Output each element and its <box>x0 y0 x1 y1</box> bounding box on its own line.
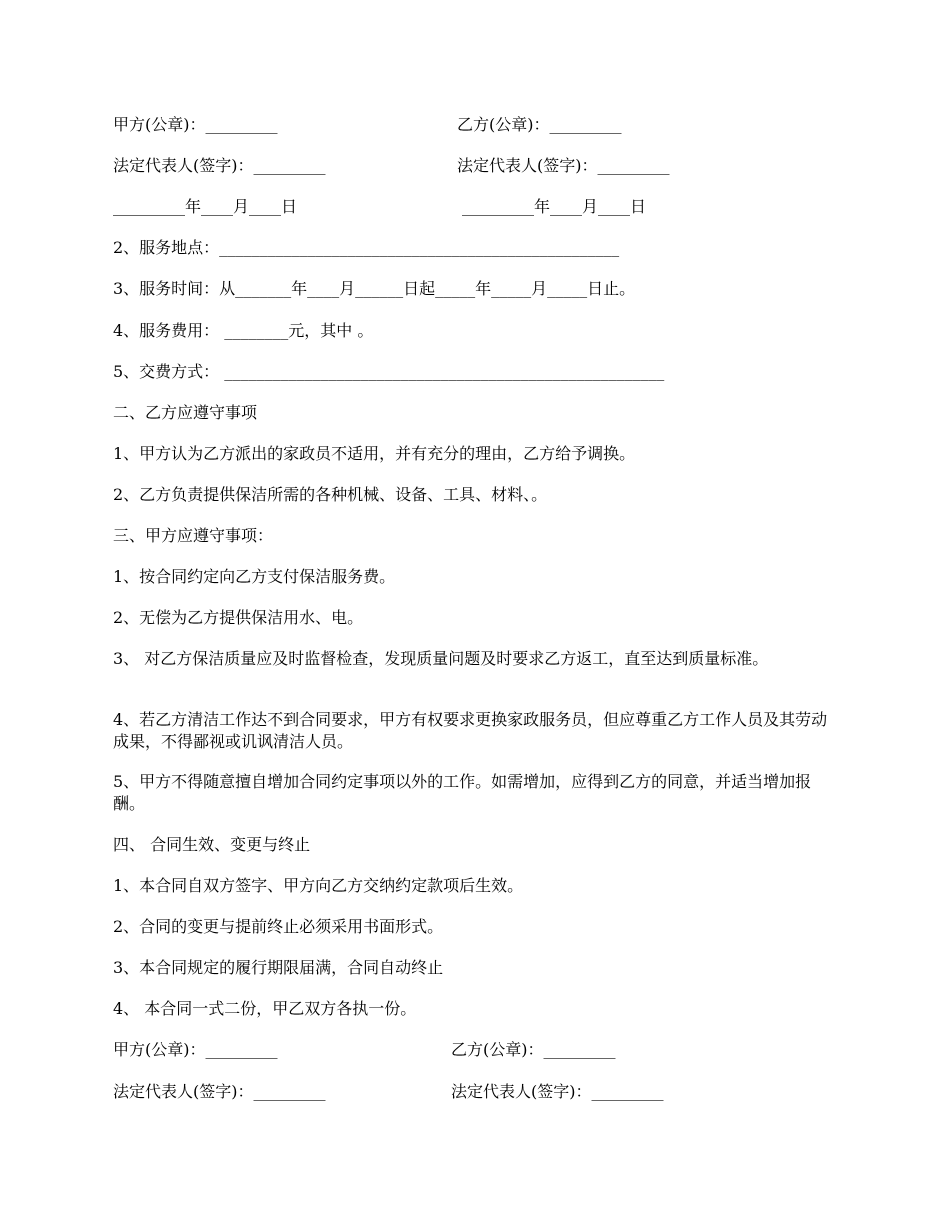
section-three-item-5: 5、甲方不得随意擅自增加合同约定事项以外的工作。如需增加，应得到乙方的同意，并适当增加报酬。 <box>113 772 812 813</box>
section-four-item-3: 3、本合同规定的履行期限届满，合同自动终止 <box>113 958 444 977</box>
section-three-heading: 三、甲方应遵守事项： <box>113 526 274 545</box>
party-b-rep-top: 法定代表人(签字)：_________ <box>457 156 670 175</box>
section-two-heading: 二、乙方应遵守事项 <box>113 403 258 422</box>
clause-service-time: 3、服务时间：从_______年____月______日起_____年_____月_____日止。 <box>113 279 636 298</box>
section-four-item-4: 4、 本合同一式二份，甲乙双方各执一份。 <box>113 999 417 1018</box>
party-b-seal-bottom: 乙方(公章)：_________ <box>451 1040 616 1059</box>
clause-payment-method: 5、交费方式： _______________________________________________________ <box>113 362 665 381</box>
party-b-date-top: _________年____月____日 <box>462 197 647 216</box>
party-a-rep-top: 法定代表人(签字)：_________ <box>113 156 326 175</box>
section-three-item-4: 4、若乙方清洁工作达不到合同要求，甲方有权要求更换家政服务员，但应尊重乙方工作人员及其劳动成果，不得鄙视或讥讽清洁人员。 <box>113 710 828 751</box>
party-a-seal-top: 甲方(公章)：_________ <box>113 115 278 134</box>
party-b-rep-bottom: 法定代表人(签字)：_________ <box>451 1082 664 1101</box>
section-three-item-2: 2、无偿为乙方提供保洁用水、电。 <box>113 608 364 627</box>
clause-service-location: 2、服务地点：__________________________________________________ <box>113 238 620 257</box>
party-a-seal-bottom: 甲方(公章)：_________ <box>113 1040 278 1059</box>
section-two-item-1: 1、甲方认为乙方派出的家政员不适用，并有充分的理由，乙方给予调换。 <box>113 444 636 463</box>
clause-service-fee: 4、服务费用： ________元，其中 。 <box>113 321 374 340</box>
party-a-rep-bottom: 法定代表人(签字)：_________ <box>113 1082 326 1101</box>
section-four-item-1: 1、本合同自双方签字、甲方向乙方交纳约定款项后生效。 <box>113 876 524 895</box>
section-two-item-2: 2、乙方负责提供保洁所需的各种机械、设备、工具、材料、。 <box>113 485 548 504</box>
party-b-seal-top: 乙方(公章)：_________ <box>457 115 622 134</box>
section-three-item-3: 3、 对乙方保洁质量应及时监督检查，发现质量问题及时要求乙方返工，直至达到质量标准。 <box>113 649 769 668</box>
party-a-date-top: _________年____月____日 <box>113 197 298 216</box>
section-four-heading: 四、 合同生效、变更与终止 <box>113 835 311 854</box>
section-three-item-1: 1、按合同约定向乙方支付保洁服务费。 <box>113 567 396 586</box>
section-four-item-2: 2、合同的变更与提前终止必须采用书面形式。 <box>113 917 444 936</box>
